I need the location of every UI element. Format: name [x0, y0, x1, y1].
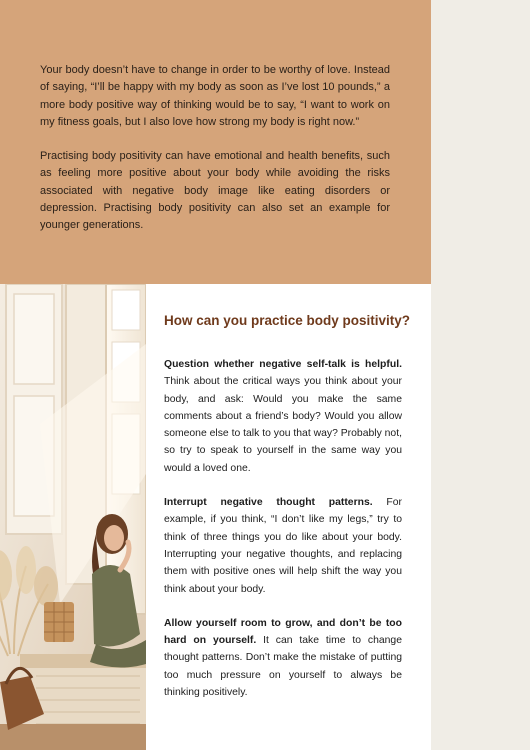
tips-section [164, 312, 411, 718]
intro-panel [0, 0, 431, 284]
tip-1 [164, 356, 402, 477]
photo-illustration [0, 284, 146, 750]
tip-3-body: It can take time to change thought patterns. Don’t make the mistake of putting too much pressure on yourself to always be thinking positively. [164, 635, 402, 699]
tip-1-body: Think about the critical ways you think about your body, and ask: Would you make the same comments about a friend’s body? Would you allow someone else to talk to you that way? Probably not, so try to speak to yourself in the same way you would a loved one. [164, 376, 402, 474]
tip-3-lead: Allow yourself room to grow, and don’t be too hard on yourself. [164, 617, 402, 647]
section-heading: How can you practice body positivity? [164, 313, 411, 328]
tip-2 [164, 494, 402, 598]
intro-text [40, 62, 390, 252]
woman-by-window-photo [0, 284, 146, 750]
tip-2-lead: Interrupt negative thought patterns. [164, 497, 373, 509]
tip-1-lead: Question whether negative self-talk is helpful. [164, 359, 402, 370]
intro-paragraph-2: Practising body positivity can have emotional and health benefits, such as feeling more positive about your body while avoiding the risks associated with negative body image like eating disorders or depression. Practising body positivity can also set an example for younger generations. [40, 150, 390, 232]
intro-paragraph-1: Your body doesn’t have to change in order to be worthy of love. Instead of saying, “I’ll be happy with my body as soon as I’ve lost 10 pounds,” a more body positive way of thinking would be to say, “I want to work on my fitness goals, but I also love how strong my body is right now.” [40, 64, 390, 128]
side-margin-strip [431, 0, 530, 750]
tip-2-body: For example, if you think, “I don’t like my legs,” try to think of three things you do like about your body. Interrupting your negative thoughts, and replacing them with positive ones will help shift the way you think about your body. [164, 497, 402, 595]
tip-3 [164, 615, 402, 701]
